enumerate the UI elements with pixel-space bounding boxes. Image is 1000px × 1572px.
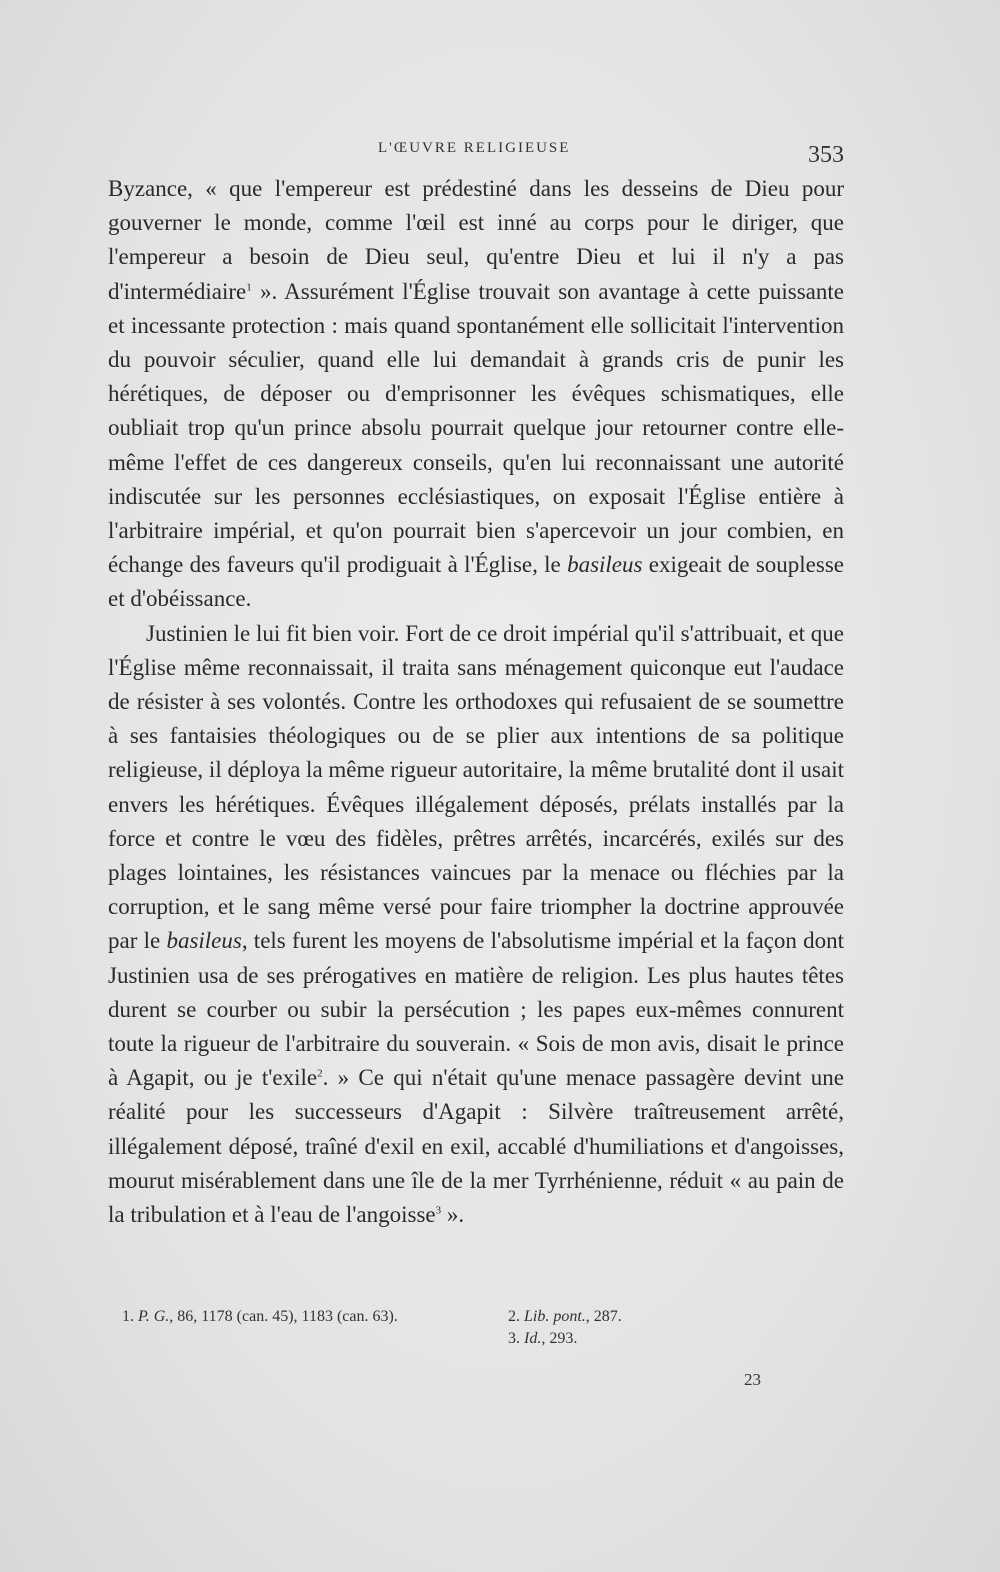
paragraph-2-text-c: . » Ce qui n'était qu'une menace passagère devint une réalité pour les successeurs d'Agapit : Silvère traîtreusement arrêté, illégalement déposé, traîné d'exil en exil, accablé d'humiliations et d'angoisses, mourut misérablement dans une île de la mer Tyrrhénienne, réduit « au pain de la tribulation et à l'eau de l'angoisse — [108, 1065, 845, 1228]
main-text — [108, 172, 844, 1232]
footnote-3-reference: , 293. — [541, 1330, 578, 1347]
footnote-2-reference: , 287. — [585, 1308, 622, 1325]
paragraph-2-text-a: Justinien le lui fit bien voir. Fort de ce droit impérial qu'il s'attribuait, et que l'Église même reconnaissait, il traita sans ménagement quiconque eut l'audace de résister à ses volontés. Contre les orthodoxes qui refusaient de se soumettre à ses fantaisies théologiques ou de se plier aux intentions de sa politique religieuse, il déploya la même rigueur autoritaire, la même brutalité dont il usait envers les hérétiques. Évêques illégalement déposés, prélats installés par la force et contre le vœu des fidèles, prêtres arrêtés, incarcérés, exilés sur des plages lointaines, les résistances vaincues par la menace ou fléchies par la corruption, et le sang même versé pour faire triompher la doctrine approuvée par le — [108, 620, 844, 954]
footnote-3-source: Id. — [524, 1330, 542, 1347]
paragraph-2-text-b: , tels furent les moyens de l'absolutisme impérial et la façon dont Justinien usa de ses prérogatives en matière de religion. Les plus hautes têtes durent se courber ou subir la persécution ; les papes eux-mêmes connurent toute la rigueur de l'arbitraire du souverain. « Sois de mon avis, disait le prince à Agapit, ou je t'exile — [108, 928, 844, 1091]
paragraph-2-italic-term: basileus — [166, 928, 242, 954]
page-number: 353 — [808, 142, 844, 168]
footnote-2 — [508, 1306, 828, 1328]
paragraph-1 — [108, 172, 844, 617]
paragraph-1-text-c: exigeait de souplesse et d'obéissance. — [108, 552, 844, 612]
footnote-1-reference: , 86, 1178 (can. 45), 1183 (can. 63). — [169, 1308, 398, 1325]
footnote-2-source: Lib. pont. — [524, 1308, 586, 1325]
paragraph-1-italic-term: basileus — [567, 552, 643, 578]
running-title: L'ŒUVRE RELIGIEUSE — [378, 140, 571, 156]
paragraph-2 — [108, 617, 844, 1233]
footnote-1-number: 1. — [122, 1308, 138, 1325]
paragraph-2-text-d: ». — [441, 1202, 465, 1228]
paragraph-1-text-b: ». Assurément l'Église trouvait son avantage à cette puissante et incessante protection : mais quand spontanément elle sollicitait l'intervention du pouvoir séculier, quand elle lui demandait à grands cris de punir les hérétiques, de déposer ou d'emprisonner les évêques schismatiques, elle oubliait trop qu'un prince absolu pourrait quelque jour retourner contre elle-même l'effet de ces dangereux conseils, qu'en lui reconnaissant une autorité indiscutée sur les personnes ecclésiastiques, on exposait l'Église entière à l'arbitraire impérial, et qu'on pourrait bien s'apercevoir un jour combien, en échange des faveurs qu'il prodiguait à l'Église, le — [108, 278, 844, 578]
footnote-ref-1: 1 — [246, 280, 252, 293]
footnote-ref-3: 3 — [435, 1204, 442, 1217]
footnote-3-number: 3. — [508, 1330, 524, 1347]
footnote-ref-2: 2 — [317, 1067, 323, 1080]
footnote-2-number: 2. — [508, 1308, 524, 1325]
footnote-1 — [108, 1306, 468, 1328]
paragraph-1-text-a: Byzance, « que l'empereur est prédestiné dans les desseins de Dieu pour gouverner le monde, comme l'œil est inné au corps pour le diriger, que l'empereur a besoin de Dieu seul, qu'entre Dieu et lui il n'y a pas d'intermédiaire — [108, 176, 844, 304]
printer-signature-mark: 23 — [744, 1370, 761, 1389]
footnote-3 — [508, 1328, 828, 1350]
footnote-1-source: P. G. — [138, 1308, 170, 1325]
footnotes-right-column — [508, 1306, 828, 1350]
